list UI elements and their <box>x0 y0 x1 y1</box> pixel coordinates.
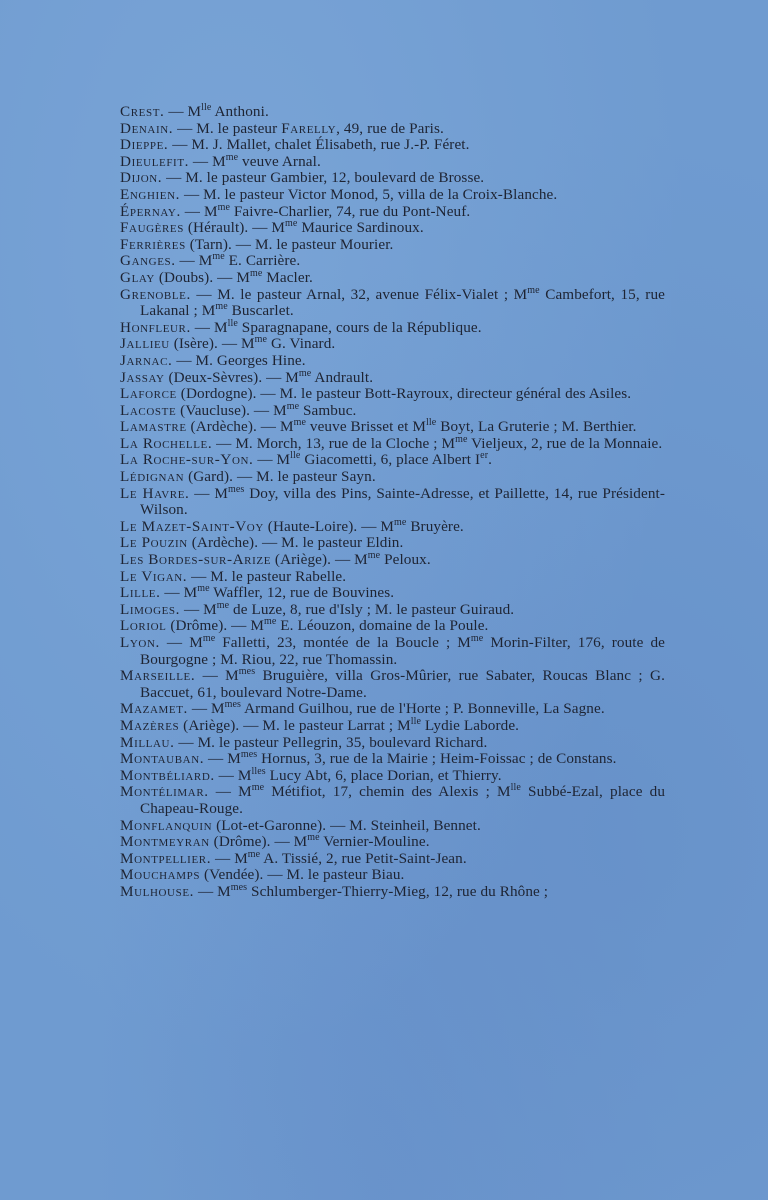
entry-details: — $M^{mes}$ Hornus, 3, rue de la Mairie ; Heim-Foissac ; de Constans. <box>204 749 617 768</box>
place-name: Dijon. <box>120 169 163 187</box>
list-item <box>120 715 665 735</box>
entry-details: — M. le pasteur Farelly, 49, rue de Paris. <box>173 119 444 137</box>
list-item <box>120 867 665 884</box>
list-item <box>120 632 665 668</box>
place-name: Mouchamps <box>120 866 201 884</box>
entry-details: — $M^{mes}$ Doy, villa des Pins, Sainte-Adresse, et Paillette, 14, rue Président-Wilson. <box>140 483 666 519</box>
list-item <box>120 253 665 270</box>
list-item <box>120 585 665 602</box>
place-name: Mazamet. <box>120 700 188 718</box>
list-item <box>120 137 665 154</box>
place-name: Le Vigan. <box>120 567 188 585</box>
entry-details: — $M^{me}$ Faivre-Charlier, 74, rue du Pont-Neuf. <box>180 201 471 220</box>
entry-details: (Drôme). — $M^{me}$ E. Léouzon, domaine de la Poule. <box>166 616 489 635</box>
place-name: Le Mazet-Saint-Voy <box>120 517 264 535</box>
place-name: Lille. <box>120 584 161 602</box>
entry-details: — $M^{me}$ Métifiot, 17, chemin des Alexis ; $M^{lle}$ Subbé-Ezal, place du Chapeau-Rouge. <box>140 782 666 817</box>
entry-details: — M. le pasteur Rabelle. <box>187 567 347 585</box>
entry-details: — $M^{mes}$ Armand Guilhou, rue de l'Horte ; P. Bonneville, La Sagne. <box>187 699 605 718</box>
list-item <box>120 535 665 552</box>
entry-details: — $M^{me}$ E. Carrière. <box>175 251 301 270</box>
place-name: Lédignan <box>120 468 185 486</box>
list-item <box>120 433 665 453</box>
place-name: Montbéliard. <box>120 766 215 784</box>
place-name: Marseille. <box>120 667 196 685</box>
place-name: La Roche-sur-Yon. <box>120 451 254 469</box>
place-name: Denain. <box>120 119 174 137</box>
list-item <box>120 549 665 569</box>
place-name: Monflanquin <box>120 816 213 834</box>
list-item <box>120 818 665 835</box>
entry-details: — $M^{me}$ de Luze, 8, rue d'Isly ; M. le pasteur Guiraud. <box>180 599 515 618</box>
entry-details: (Isère). — $M^{me}$ G. Vinard. <box>169 334 336 353</box>
list-item <box>120 419 665 436</box>
list-item <box>120 386 665 403</box>
entry-details: — $M^{mes}$ Schlumberger-Thierry-Mieg, 12, rue du Rhône ; <box>194 881 549 900</box>
place-name: Le Pouzin <box>120 534 188 552</box>
list-item <box>120 848 665 868</box>
entry-details: — M. le pasteur Gambier, 12, boulevard de Brosse. <box>162 169 485 187</box>
place-name: Enghien. <box>120 185 181 203</box>
place-name: Loriol <box>120 617 167 635</box>
place-name: La Rochelle. <box>120 434 213 452</box>
entry-details: (Ardèche). — $M^{me}$ veuve Brisset et $M^{lle}$ Boyt, La Gruterie ; M. Berthier. <box>186 417 637 436</box>
place-name: Crest. <box>120 103 165 120</box>
place-name: Mazères <box>120 716 180 734</box>
list-item <box>120 101 665 121</box>
list-item <box>120 618 665 635</box>
entry-details: (Ariège). — M. le pasteur Larrat ; $M^{lle}$ Lydie Laborde. <box>179 715 520 734</box>
place-name: Ganges. <box>120 252 176 270</box>
entry-details: — $M^{lle}$ Anthoni. <box>164 101 269 120</box>
list-item <box>120 336 665 353</box>
list-item <box>120 317 665 337</box>
entry-details: (Gard). — M. le pasteur Sayn. <box>184 468 376 486</box>
entry-details: (Vendée). — M. le pasteur Biau. <box>200 866 405 884</box>
list-item <box>120 367 665 387</box>
entry-details: (Drôme). — $M^{me}$ Vernier-Mouline. <box>209 832 430 851</box>
place-name: Lyon. <box>120 634 160 651</box>
entry-details: — M. le pasteur Arnal, 32, avenue Félix-Vialet ; $M^{me}$ Cambefort, 15, rue Lakanal ; $M^{me}$ Buscarlet. <box>140 284 665 320</box>
list-item <box>120 237 665 254</box>
place-name: Jassay <box>120 368 165 386</box>
list-item <box>120 735 665 752</box>
list-item <box>120 881 665 901</box>
entry-details: — $M^{lle}$ Giacometti, 6, place Albert Ier. <box>253 450 493 469</box>
place-name: Jallieu <box>120 335 170 353</box>
entry-details: (Haute-Loire). — $M^{me}$ Bruyère. <box>263 516 464 535</box>
list-item <box>120 765 665 785</box>
place-name: Montélimar. <box>120 783 209 801</box>
entry-details: — M. le pasteur Victor Monod, 5, villa de la Croix-Blanche. <box>180 185 558 203</box>
entry-details: — M. Georges Hine. <box>172 351 306 369</box>
list-item <box>120 284 665 320</box>
place-name: Jarnac. <box>120 351 173 369</box>
entry-details: — $M^{lle}$ Sparagnapane, cours de la République. <box>190 317 482 336</box>
place-name: Honfleur. <box>120 318 191 336</box>
place-name: Glay <box>120 268 155 286</box>
list-item <box>120 452 665 469</box>
list-item <box>120 599 665 619</box>
list-item <box>120 668 665 701</box>
list-item <box>120 751 665 768</box>
list-item <box>120 834 665 851</box>
place-name: Montmeyran <box>120 833 210 851</box>
entry-details: (Doubs). — $M^{me}$ Macler. <box>154 267 313 286</box>
address-list <box>120 101 666 901</box>
place-name: Laforce <box>120 385 177 403</box>
entry-details: (Ariège). — $M^{me}$ Peloux. <box>271 549 431 569</box>
entry-details: — $M^{mes}$ Bruguière, villa Gros-Mûrier, rue Sabater, Roucas Blanc ; G. Baccuet, 61, boulevard Notre-Dame. <box>140 666 666 701</box>
list-item <box>120 516 665 536</box>
list-item <box>120 220 665 237</box>
entry-details: — M. Morch, 13, rue de la Cloche ; $M^{me}$ Vieljeux, 2, rue de la Monnaie. <box>212 433 663 452</box>
place-name: Les Bordes-sur-Arize <box>120 551 272 569</box>
place-name: Mulhouse. <box>120 882 195 900</box>
place-name: Ferrières <box>120 235 186 253</box>
place-name: Dieppe. <box>120 136 169 154</box>
list-item <box>120 469 665 486</box>
list-item <box>120 121 665 138</box>
place-name: Dieulefit. <box>120 152 190 170</box>
entry-details: (Vaucluse). — $M^{me}$ Sambuc. <box>176 400 357 419</box>
list-item <box>120 187 665 204</box>
entry-details: — $M^{me}$ A. Tissié, 2, rue Petit-Saint-Jean. <box>211 848 467 867</box>
entry-details: — M. J. Mallet, chalet Élisabeth, rue J.-P. Féret. <box>168 136 470 154</box>
place-name: Millau. <box>120 733 175 751</box>
place-name: Faugères <box>120 219 184 237</box>
place-name: Lamastre <box>120 418 187 436</box>
entry-details: (Hérault). — $M^{me}$ Maurice Sardinoux. <box>183 218 424 237</box>
entry-details: (Tarn). — M. le pasteur Mourier. <box>185 235 394 253</box>
list-item <box>120 151 665 171</box>
entry-details: — $M^{me}$ veuve Arnal. <box>189 151 321 170</box>
list-item <box>120 267 665 287</box>
entry-details: — $M^{me}$ Falletti, 23, montée de la Boucle ; $M^{me}$ Morin-Filter, 176, route de Bourgogne ; M. Riou, 22, rue Thomassin. <box>140 632 665 668</box>
place-name: Montauban. <box>120 750 205 768</box>
list-item <box>120 483 666 519</box>
entry-details: (Lot-et-Garonne). — M. Steinheil, Bennet. <box>212 816 481 834</box>
entry-details: (Ardèche). — M. le pasteur Eldin. <box>187 534 404 552</box>
place-name: Épernay. <box>120 202 181 220</box>
place-name: Le Havre. <box>120 484 190 502</box>
list-item <box>120 784 665 817</box>
entry-details: (Deux-Sèvres). — $M^{me}$ Andrault. <box>164 367 374 386</box>
entry-details: — $M^{me}$ Waffler, 12, rue de Bouvines. <box>160 583 395 602</box>
list-item <box>120 353 665 370</box>
place-name: Lacoste <box>120 401 177 419</box>
entry-details: — M. le pasteur Pellegrin, 35, boulevard Richard. <box>174 733 488 751</box>
entry-details: (Dordogne). — M. le pasteur Bott-Rayroux, directeur général des Asiles. <box>176 385 632 403</box>
place-name: Grenoble. <box>120 285 191 303</box>
list-item <box>120 701 665 718</box>
list-item <box>120 201 665 221</box>
entry-details: — $M^{lles}$ Lucy Abt, 6, place Dorian, et Thierry. <box>214 765 502 784</box>
list-item <box>120 400 665 420</box>
list-item <box>120 170 665 187</box>
place-name: Limoges. <box>120 600 181 618</box>
place-name: Montpellier. <box>120 849 212 867</box>
